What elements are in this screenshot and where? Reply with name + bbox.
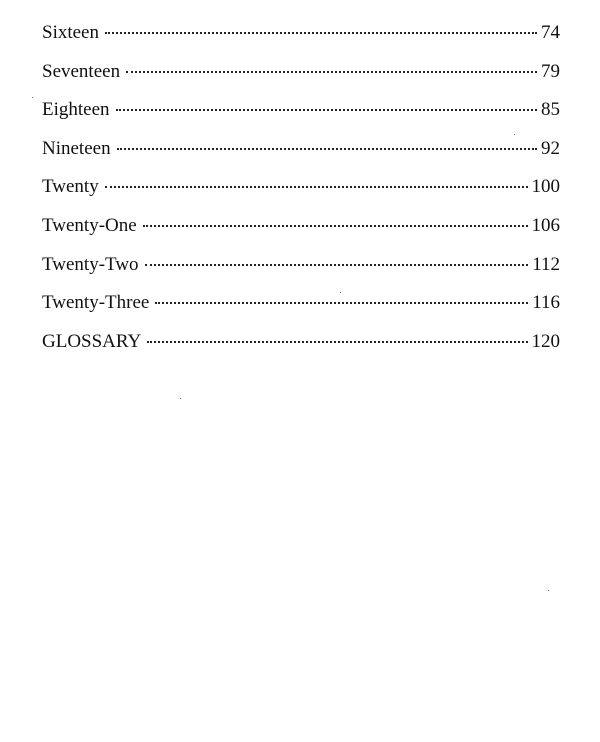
table-of-contents bbox=[42, 19, 560, 366]
dot-leader bbox=[155, 302, 528, 304]
toc-entry-title: Sixteen bbox=[42, 22, 99, 43]
toc-entry-page-number: 116 bbox=[532, 292, 560, 314]
toc-entry-sixteen[interactable] bbox=[42, 19, 560, 58]
toc-entry-page-number: 74 bbox=[541, 22, 560, 43]
scan-speck bbox=[548, 590, 549, 591]
toc-entry-title: Twenty-Three bbox=[42, 292, 150, 314]
toc-entry-title: Eighteen bbox=[42, 99, 110, 121]
scan-speck bbox=[514, 134, 515, 135]
toc-entry-glossary[interactable] bbox=[42, 328, 560, 367]
toc-entry-page-number: 120 bbox=[531, 330, 560, 352]
toc-entry-nineteen[interactable] bbox=[42, 135, 560, 174]
dot-leader bbox=[126, 71, 537, 73]
dot-leader bbox=[147, 341, 527, 343]
toc-entry-twenty-one[interactable] bbox=[42, 212, 560, 251]
toc-entry-twenty[interactable] bbox=[42, 173, 560, 212]
toc-entry-seventeen[interactable] bbox=[42, 58, 560, 97]
dot-leader bbox=[143, 225, 528, 227]
toc-entry-page-number: 92 bbox=[541, 137, 560, 159]
dot-leader bbox=[116, 109, 537, 111]
scan-speck bbox=[32, 97, 33, 98]
toc-entry-page-number: 79 bbox=[541, 60, 560, 82]
scan-speck bbox=[340, 292, 341, 293]
toc-entry-twenty-two[interactable] bbox=[42, 251, 560, 290]
toc-entry-eighteen[interactable] bbox=[42, 96, 560, 135]
toc-entry-page-number: 100 bbox=[531, 176, 560, 198]
scan-speck bbox=[180, 398, 181, 399]
dot-leader bbox=[105, 186, 528, 188]
toc-entry-page-number: 85 bbox=[541, 99, 560, 121]
toc-entry-title: Twenty bbox=[42, 176, 99, 198]
toc-entry-page-number: 106 bbox=[531, 214, 560, 236]
toc-entry-title: Twenty-One bbox=[42, 214, 137, 236]
toc-entry-title: Twenty-Two bbox=[42, 253, 139, 275]
toc-entry-twenty-three[interactable] bbox=[42, 289, 560, 328]
dot-leader bbox=[105, 32, 537, 34]
toc-entry-page-number: 112 bbox=[532, 253, 560, 275]
toc-entry-title: Seventeen bbox=[42, 60, 121, 82]
toc-entry-title: GLOSSARY bbox=[42, 330, 142, 352]
dot-leader bbox=[117, 148, 537, 150]
toc-entry-title: Nineteen bbox=[42, 137, 111, 159]
dot-leader bbox=[145, 264, 529, 266]
